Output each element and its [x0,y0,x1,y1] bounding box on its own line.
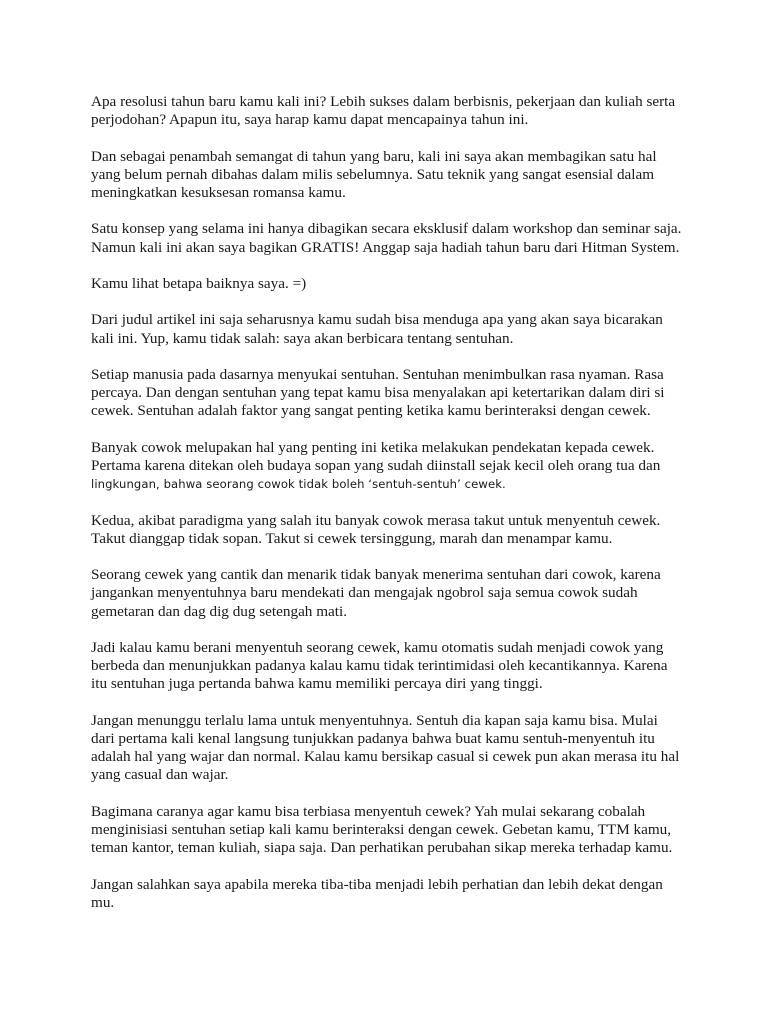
text-line: adalah hal yang wajar dan normal. Kalau kamu bersikap casual si cewek pun akan merasa itu hal [91,748,680,766]
text-line: cewek. Sentuhan adalah faktor yang sangat penting ketika kamu berinteraksi dengan cewek. [91,402,651,420]
text-line: Dan sebagai penambah semangat di tahun yang baru, kali ini saya akan membagikan satu hal [91,147,657,165]
text-line: percaya. Dan dengan sentuhan yang tepat kamu bisa menyalakan api ketertarikan dalam diri si [91,384,665,402]
text-line: kali ini. Yup, kamu tidak salah: saya akan berbicara tentang sentuhan. [91,329,514,347]
text-line: Seorang cewek yang cantik dan menarik tidak banyak menerima sentuhan dari cowok, karena [91,566,661,584]
text-line: Kedua, akibat paradigma yang salah itu banyak cowok merasa takut untuk menyentuh cewek. [91,511,661,529]
paragraph-4 [91,275,691,293]
text-line: Dari judul artikel ini saja seharusnya kamu sudah bisa menduga apa yang akan saya bicarakan [91,311,663,329]
paragraph-13 [91,876,691,912]
text-line: berbeda dan menunjukkan padanya kalau kamu tidak terintimidasi oleh kecantikannya. Karena [91,657,668,675]
text-line: Bagimana caranya agar kamu bisa terbiasa menyentuh cewek? Yah mulai sekarang cobalah [91,802,646,820]
text-line: Setiap manusia pada dasarnya menyukai sentuhan. Sentuhan menimbulkan rasa nyaman. Rasa [91,365,664,383]
paragraph-3 [91,220,691,256]
paragraph-1 [91,93,691,129]
text-line: mu. [91,893,115,911]
text-line-alt-font: lingkungan, bahwa seorang cowok tidak boleh ‘sentuh-sentuh’ cewek. [91,477,506,492]
text-line: teman kantor, teman kuliah, siapa saja. Dan perhatikan perubahan sikap mereka terhadap kamu. [91,839,673,857]
text-line: Takut dianggap tidak sopan. Takut si cewek tersinggung, marah dan menampar kamu. [91,529,613,547]
paragraph-2 [91,148,691,203]
text-line: yang casual dan wajar. [91,766,229,784]
text-line: Apa resolusi tahun baru kamu kali ini? Lebih sukses dalam berbisnis, pekerjaan dan kuliah serta [91,93,676,110]
text-line: dari pertama kali kenal langsung tunjukkan padanya bahwa buat kamu sentuh-menyentuh itu [91,729,655,747]
paragraph-9 [91,566,691,621]
text-line: gemetaran dan dag dig dug setengah mati. [91,602,347,620]
paragraph-8 [91,512,691,548]
text-line: jangankan menyentuhnya baru mendekati dan mengajak ngobrol saja semua cowok sudah [91,584,638,602]
text-line: perjodohan? Apapun itu, saya harap kamu dapat mencapainya tahun ini. [91,111,529,129]
text-line: menginisiasi sentuhan setiap kali kamu berinteraksi dengan cewek. Gebetan kamu, TTM kamu, [91,820,672,838]
text-line: meningkatkan kesuksesan romansa kamu. [91,184,346,201]
paragraph-7 [91,439,691,494]
text-line: yang belum pernah dibahas dalam milis sebelumnya. Satu teknik yang sangat esensial dalam [91,165,655,183]
paragraph-5 [91,311,691,347]
text-line: itu sentuhan juga pertanda bahwa kamu memiliki percaya diri yang tinggi. [91,675,543,693]
text-line: Kamu lihat betapa baiknya saya. =) [91,274,307,292]
text-line: Banyak cowok melupakan hal yang penting ini ketika melakukan pendekatan kepada cewek. [91,438,655,456]
paragraph-11 [91,712,691,785]
document-body [91,93,691,930]
text-line: Satu konsep yang selama ini hanya dibagikan secara eksklusif dalam workshop dan seminar saja. [91,220,682,238]
text-line: Jadi kalau kamu berani menyentuh seorang cewek, kamu otomatis sudah menjadi cowok yang [91,638,664,656]
text-line: Pertama karena ditekan oleh budaya sopan yang sudah diinstall sejak kecil oleh orang tua dan [91,456,661,474]
paragraph-6 [91,366,691,421]
text-line: Namun kali ini akan saya bagikan GRATIS! Anggap saja hadiah tahun baru dari Hitman System. [91,238,680,256]
paragraph-10 [91,639,691,694]
text-line: Jangan menunggu terlalu lama untuk menyentuhnya. Sentuh dia kapan saja kamu bisa. Mulai [91,711,658,729]
text-line: Jangan salahkan saya apabila mereka tiba-tiba menjadi lebih perhatian dan lebih dekat dengan [91,875,663,893]
paragraph-12 [91,803,691,858]
